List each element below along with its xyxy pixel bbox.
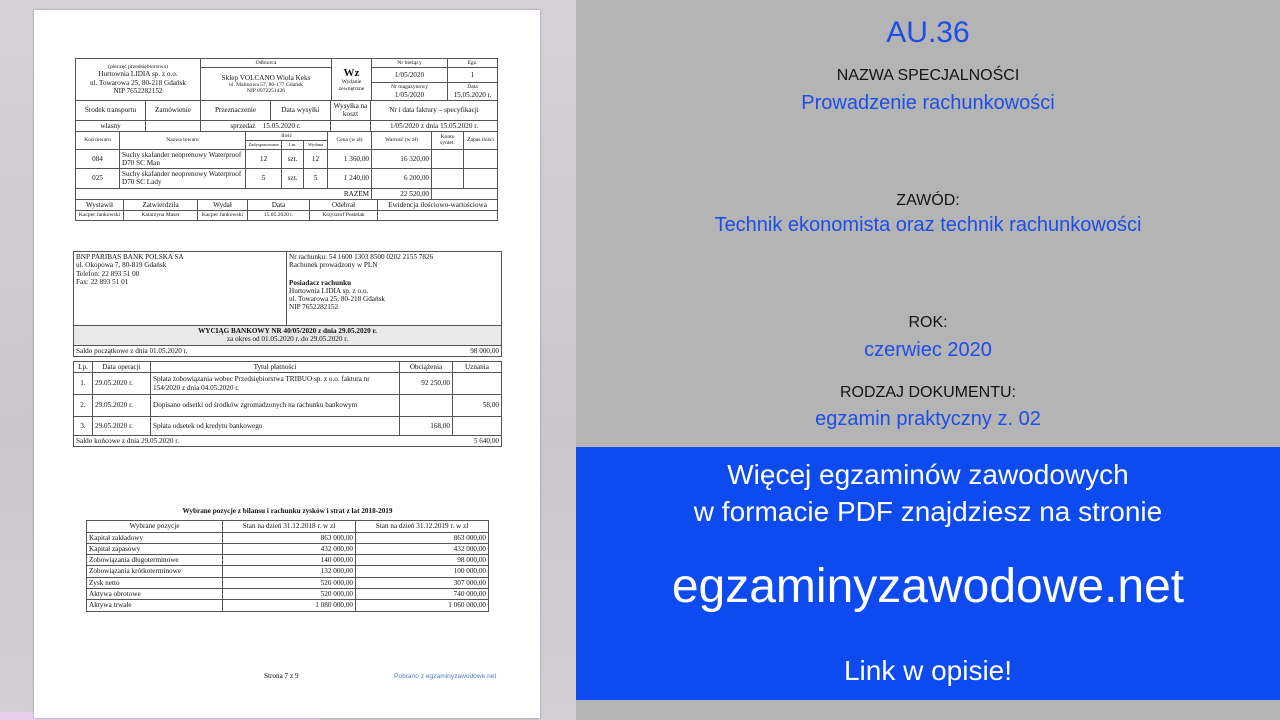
razem-value: 22 520,00: [372, 188, 432, 199]
pozycja-cell: Kapitał zakładowy: [87, 532, 223, 543]
zad-cell: 12: [246, 149, 282, 169]
promo-banner: [576, 447, 1280, 700]
table-row: [74, 417, 502, 436]
uznania-cell: 58,00: [453, 395, 502, 417]
zatwierdzil-value: Katarzyna Maser: [124, 211, 198, 220]
zawod-label: ZAWÓD:: [896, 192, 960, 209]
account-cell: [287, 252, 502, 326]
data-cell: 29.05.2020 r.: [93, 395, 151, 417]
kod-cell: 025: [76, 169, 120, 189]
bank-phone: Telefon: 22 893 51 00: [76, 269, 140, 278]
seller-stamp-label: (pieczęć przedsiębiorstwa): [108, 63, 168, 70]
balance-title: Wybrane pozycje z bilansu i rachunku zysków i strat z lat 2018-2019: [182, 507, 393, 515]
doc-symbol: Wz: [343, 66, 360, 79]
table-row: [74, 373, 502, 395]
wydal-value: Kacper Jankowski: [198, 211, 248, 220]
data-wysylki-label: Data wysyłki: [271, 101, 331, 121]
data-operacji-header: Data operacji: [93, 361, 151, 372]
zapas-cell: [464, 149, 498, 169]
wydal-label: Wydał: [198, 199, 248, 210]
account-number: Nr rachunku: 54 1600 1303 8500 0202 2155 7826: [289, 253, 434, 261]
data-wysylki-value: 15.05.2020 r.: [262, 121, 301, 130]
v2018-cell: 863 000,00: [223, 532, 356, 543]
y2018-header: Stan na dzień 31.12.2018 r. w zł: [223, 521, 356, 532]
wz-header-table: [75, 58, 498, 101]
wydana-header: Wydana: [304, 141, 328, 149]
doc-desc: Wydanie zewnętrzne: [338, 79, 365, 92]
razem-label: RAZEM: [76, 188, 372, 199]
ewidencja-label: Ewidencja ilościowo-wartościowa: [378, 199, 498, 210]
tytul-cell: Dopisano odsetki od środków zgromadzonych na rachunku bankowym: [151, 395, 400, 417]
wystawil-value: Kacper Jankowski: [76, 211, 124, 220]
nazwa-header: Nazwa towaru: [120, 131, 246, 149]
v2019-cell: 740 000,00: [356, 588, 489, 599]
bank-fax: Fax: 22 893 51 01: [76, 277, 129, 286]
jm-cell: szt.: [282, 149, 304, 169]
obciazenia-cell: 168,00: [400, 417, 453, 436]
promo-line2: w formacie PDF znajdziesz na stronie: [693, 496, 1163, 527]
lp-cell: 1.: [74, 373, 93, 395]
uznania-cell: [453, 417, 502, 436]
zadysponowano-header: Zadysponowana: [246, 141, 282, 149]
bank-address: ul. Okopowa 7, 80-819 Gdańsk: [76, 261, 167, 270]
seller-cell: [76, 59, 201, 101]
spec-label: NAZWA SPECJALNOŚCI: [836, 67, 1020, 84]
zapas-cell: [464, 169, 498, 189]
data-cell: 29.05.2020 r.: [93, 373, 151, 395]
rodzaj-label: RODZAJ DOKUMENTU:: [840, 384, 1016, 401]
seller-nip: NIP 7652282152: [113, 86, 163, 95]
owner-nip: NIP 7652282152: [289, 303, 339, 312]
lp-header: Lp.: [74, 361, 93, 372]
seller-name: Hurtownia LIDIA sp. z o.o.: [98, 70, 178, 79]
wystawil-label: Wystawił: [76, 199, 124, 210]
exam-code: AU.36: [886, 16, 970, 49]
pozycja-cell: Zysk netto: [87, 577, 223, 588]
przeznaczenie-value: sprzedaż: [230, 121, 256, 130]
wz-items-table: [75, 131, 498, 200]
date-cell: [448, 83, 498, 101]
balance-section: [86, 507, 489, 612]
balance-table: [86, 520, 489, 611]
rok-label: ROK:: [908, 314, 948, 331]
obciazenia-cell: [400, 395, 453, 417]
mag-date-cell: [372, 83, 448, 101]
table-row: [87, 588, 489, 599]
v2018-cell: 1 080 000,00: [223, 600, 356, 611]
tytul-cell: Spłata odsetek od kredytu bankowego: [151, 417, 400, 436]
y2019-header: Stan na dzień 31.12.2019 r. w zł: [356, 521, 489, 532]
wz-date: 15.05.2020 r.: [453, 90, 492, 99]
table-row: [87, 555, 489, 566]
ilosc-header: Ilość: [246, 131, 328, 140]
odebral-value: Krzysztof Pustelak: [310, 211, 378, 220]
uznania-header: Uznania: [453, 361, 502, 372]
rodzaj-value: egzamin praktyczny z. 02: [815, 408, 1041, 430]
owner-name: Hurtownia LIDIA sp. z o.o.: [289, 286, 369, 295]
statement-title: WYCIĄG BANKOWY NR 40/05/2020 z dnia 29.05.2020 r.: [198, 327, 377, 335]
recipient-cell: [201, 68, 332, 101]
seller-address: ul. Towarowa 25, 80-218 Gdańsk: [90, 78, 186, 87]
zamowienie-value: [146, 120, 201, 131]
recipient-nip: NIP 8972251426: [246, 88, 286, 95]
promo-line1: Więcej egzaminów zawodowych: [727, 459, 1129, 490]
lp-cell: 2.: [74, 395, 93, 417]
wysylka-label: Wysyłka na koszt: [331, 101, 371, 121]
recipient-address: ul. Malinowa 57, 80-177 Gdańsk: [229, 81, 303, 88]
recipient-label: Odbiorca: [201, 59, 332, 68]
wyd-cell: 5: [304, 169, 328, 189]
doc-symbol-cell: [332, 59, 372, 101]
table-row: [87, 577, 489, 588]
v2019-cell: 307 000,00: [356, 577, 489, 588]
konto-cell: [432, 149, 464, 169]
opening-value: 98 000,00: [470, 346, 499, 355]
faktura-label: Nr i data faktury – specyfikacji: [371, 101, 498, 121]
account-currency: Rachunek prowadzony w PLN: [289, 261, 378, 270]
cena-cell: 1 360,00: [328, 149, 372, 169]
promo-cta: Link w opisie!: [843, 655, 1013, 686]
source-link[interactable]: Pobrano z egzaminyzawodowe.net: [394, 673, 497, 680]
kod-header: Kod towaru: [76, 131, 120, 149]
zatwierdzil-label: Zatwierdziła: [124, 199, 198, 210]
data-sig-label: Data: [248, 199, 310, 210]
jm-header: J.m.: [282, 141, 304, 149]
pozycja-cell: Aktywa trwałe: [87, 600, 223, 611]
uznania-cell: [453, 373, 502, 395]
wartosc-header: Wartość (w zł): [372, 131, 432, 149]
closing-value: 5 640,00: [473, 437, 499, 446]
odebral-label: Odebrał: [310, 199, 378, 210]
cena-header: Cena (w zł): [328, 131, 372, 149]
wz-shipping-table: [75, 100, 498, 132]
zamowienie-label: Zamówienie: [146, 101, 201, 121]
v2019-cell: 1 060 000,00: [356, 600, 489, 611]
statement-title-cell: [74, 326, 502, 346]
table-row: [87, 600, 489, 611]
konto-header: Konto syntet.: [432, 131, 464, 149]
nazwa-cell: Suchy skafander neoprenowy Waterproof D70 SC Man: [120, 149, 246, 169]
v2018-cell: 520 000,00: [223, 588, 356, 599]
tytul-cell: Spłata zobowiązania wobec Przedsiębiorstwa TRIBUO sp. z o.o. faktura nr 154/2020 z dnia 04.05.2020 r.: [151, 373, 400, 395]
data-cell: 29.05.2020 r.: [93, 417, 151, 436]
exam-page: [34, 10, 540, 718]
razem-empty: [432, 188, 498, 199]
wartosc-cell: 16 320,00: [372, 149, 432, 169]
pozycje-header: Wybrane pozycje: [87, 521, 223, 532]
closing-balance-cell: [74, 436, 502, 447]
konto-cell: [432, 169, 464, 189]
wz-signatures-table: [75, 199, 498, 221]
przeznaczenie-data-value: [201, 120, 331, 131]
closing-label: Saldo końcowe z dnia 29.05.2020 r.: [76, 437, 180, 446]
owner-address: ul. Towarowa 25, 80-218 Gdańsk: [289, 295, 385, 304]
przeznaczenie-label: Przeznaczenie: [201, 101, 271, 121]
kod-cell: 084: [76, 149, 120, 169]
table-row: [76, 169, 498, 189]
table-row: [87, 543, 489, 554]
obciazenia-header: Obciążenia: [400, 361, 453, 372]
nr-biezacy-label: Nr bieżący: [372, 59, 448, 68]
table-row: [76, 149, 498, 169]
v2019-cell: 863 000,00: [356, 532, 489, 543]
pozycja-cell: Aktywa obrotowe: [87, 588, 223, 599]
recipient-name: Sklep VOLCANO Wiola Keks: [221, 73, 311, 82]
spec-value: Prowadzenie rachunkowości: [801, 92, 1055, 114]
promo-site[interactable]: egzaminyzawodowe.net: [671, 560, 1185, 613]
v2019-cell: 98 000,00: [356, 555, 489, 566]
bank-operations-table: [73, 361, 502, 448]
v2018-cell: 520 000,00: [223, 577, 356, 588]
bank-info-cell: [74, 252, 287, 326]
opening-balance-cell: [74, 345, 502, 356]
wartosc-cell: 6 200,00: [372, 169, 432, 189]
zad-cell: 5: [246, 169, 282, 189]
jm-cell: szt.: [282, 169, 304, 189]
v2018-cell: 140 000,00: [223, 555, 356, 566]
v2019-cell: 432 000,00: [356, 543, 489, 554]
faktura-value: 1/05/2020 z dnia 15.05.2020 r.: [371, 120, 498, 131]
data-sig-value: 15.05.2020 r.: [248, 211, 310, 220]
page-number: Strona 7 z 9: [264, 672, 299, 680]
nr-mag-label: Nr magazynowy: [390, 84, 429, 91]
bank-statement: [73, 251, 502, 447]
pozycja-cell: Zobowiązania krótkoterminowe: [87, 566, 223, 577]
owner-label: Posiadacz rachunku: [289, 278, 352, 287]
pozycja-cell: Kapitał zapasowy: [87, 543, 223, 554]
data-label: Data: [467, 84, 478, 91]
ewidencja-value: [378, 211, 498, 220]
wysylka-value: [331, 120, 371, 131]
nr-biezacy: 1/05/2020: [372, 68, 448, 83]
statement-period: za okres od 01.05.2020 r. do 29.05.2020 r.: [226, 335, 349, 344]
egz: 1: [448, 68, 498, 83]
zapas-header: Zapas ilości: [464, 131, 498, 149]
v2018-cell: 432 000,00: [223, 543, 356, 554]
table-row: [74, 395, 502, 417]
tytul-header: Tytuł płatności: [151, 361, 400, 372]
obciazenia-cell: 92 250,00: [400, 373, 453, 395]
wyd-cell: 12: [304, 149, 328, 169]
bank-header-table: [73, 251, 502, 357]
v2018-cell: 132 000,00: [223, 566, 356, 577]
rok-value: czerwiec 2020: [864, 339, 992, 361]
bottom-strip: [576, 700, 1280, 720]
table-row: [87, 566, 489, 577]
transport-label: Środek transportu: [76, 101, 146, 121]
egz-label: Egz.: [448, 59, 498, 68]
nazwa-cell: Suchy skafander neoprenowy Waterproof D70 SC Lady: [120, 169, 246, 189]
bank-name: BNP PARIBAS BANK POLSKA SA: [76, 253, 184, 261]
table-row: [87, 532, 489, 543]
v2019-cell: 100 000,00: [356, 566, 489, 577]
zawod-value: Technik ekonomista oraz technik rachunkowości: [714, 214, 1142, 236]
lp-cell: 3.: [74, 417, 93, 436]
nr-mag: 1/05/2020: [394, 90, 425, 99]
opening-label: Saldo początkowe z dnia 01.05.2020 r.: [76, 346, 188, 355]
cena-cell: 1 240,00: [328, 169, 372, 189]
pozycja-cell: Zobowiązania długoterminowe: [87, 555, 223, 566]
transport-value: własny: [76, 120, 146, 131]
wz-document: [75, 58, 498, 221]
